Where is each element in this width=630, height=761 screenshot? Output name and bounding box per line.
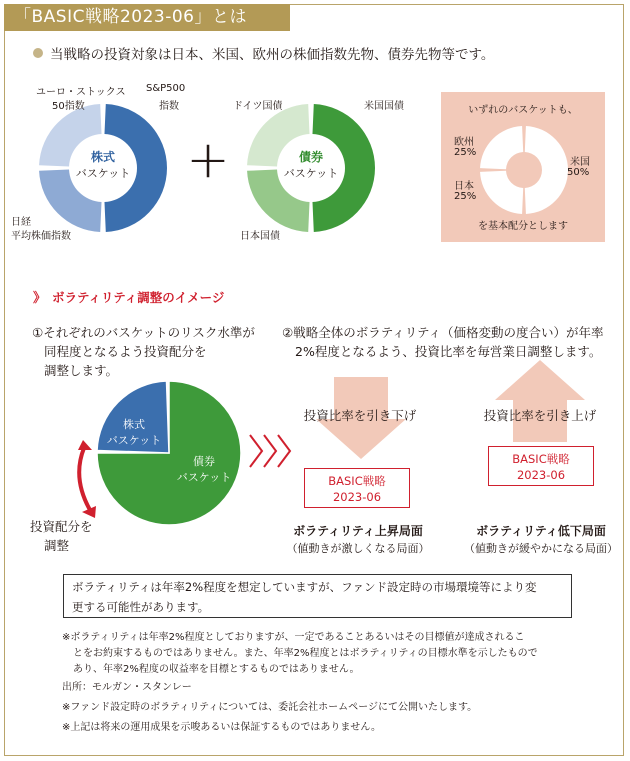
label-nikkei-2: 平均株価指数 [11, 231, 71, 242]
alloc-us-pct: 50% [567, 167, 590, 178]
low-vol-label: ボラティリティ低下局面 [476, 524, 606, 538]
alloc-us-label: 米国 [570, 157, 590, 168]
label-nikkei: 日経 [11, 217, 31, 228]
pie-bond-label-2: バスケット [176, 471, 232, 484]
down-label: 投資比率を引き下げ [303, 408, 417, 423]
chevron-right-icon: 》 [33, 291, 44, 306]
label-sp500: S&P500 [146, 83, 186, 94]
basic-name-high: BASIC戦略 [328, 474, 386, 488]
stock-basket-label-2: バスケット [75, 167, 131, 180]
point2-line2: 2%程度となるよう、投資比率を毎営業日調整します。 [295, 344, 602, 359]
point1-line1: ①それぞれのバスケットのリスク水準が [32, 325, 255, 340]
note-line1: ボラティリティは年率2%程度を想定していますが、ファンド設定時の市場環境等により変 [72, 580, 537, 594]
note-box [63, 574, 572, 618]
label-sp500-2: 指数 [159, 101, 179, 112]
point2-line1: ②戦略全体のボラティリティ（価格変動の度合い）が年率 [282, 325, 604, 340]
high-vol-label: ボラティリティ上昇局面 [293, 524, 423, 538]
alloc-eu-segment [480, 126, 523, 169]
bond-basket-label-1: 債券 [298, 150, 323, 164]
footnote-1-line3: あり、年率2%程度の収益率を目標とするものではありません。 [73, 664, 360, 675]
basic-year-high: 2023-06 [332, 490, 382, 504]
section-heading: ボラティリティ調整のイメージ [52, 290, 225, 305]
pie-bond-label-1: 債券 [193, 455, 215, 468]
plus-sign: + [186, 130, 230, 190]
footnote-1-line1: ※ボラティリティは年率2%程度としておりますが、一定であることあるいはその目標値が達成されるこ [62, 632, 525, 643]
triple-chevron-icon [248, 431, 300, 471]
point1-line3: 調整します。 [44, 363, 119, 378]
adjust-label-1: 投資配分を [30, 519, 93, 534]
allocation-footer: を基本配分とします [478, 221, 568, 232]
alloc-eu-label: 欧州 [454, 137, 474, 148]
intro-text: 当戦略の投資対象は日本、米国、欧州の株価指数先物、債券先物等です。 [50, 47, 495, 63]
bullet-dot-icon [33, 48, 43, 58]
basic-name-low: BASIC戦略 [512, 452, 570, 466]
label-us-bond: 米国国債 [364, 101, 404, 112]
pie-stock-label-1: 株式 [123, 418, 145, 431]
basic-box-low [488, 446, 594, 486]
alloc-jp-pct: 25% [454, 191, 477, 202]
curved-double-arrow-icon [68, 440, 108, 520]
footnote-1 [62, 630, 582, 678]
alloc-jp-label: 日本 [454, 181, 474, 192]
basic-year-low: 2023-06 [516, 468, 566, 482]
high-vol-sub: （値動きが激しくなる局面） [286, 542, 430, 555]
page-title: 「BASIC戦略2023-06」とは [4, 4, 290, 31]
alloc-jp-segment [480, 171, 523, 214]
pie-stock-label-2: バスケット [106, 434, 162, 447]
adjust-label-2: 調整 [44, 538, 70, 553]
label-euro-stoxx: ユーロ・ストックス [36, 87, 126, 98]
allocation-heading: いずれのバスケットも、 [468, 105, 578, 116]
bond-basket-label-2: バスケット [283, 167, 339, 180]
basket-pie [94, 378, 244, 528]
stock-basket-label-1: 株式 [90, 150, 115, 164]
alloc-us-segment [525, 126, 568, 214]
source-note: 出所：モルガン・スタンレー [62, 682, 192, 693]
label-euro-stoxx-2: 50指数 [52, 101, 85, 112]
label-de-bond: ドイツ国債 [233, 101, 283, 112]
label-jp-bond: 日本国債 [240, 231, 280, 242]
allocation-donut [476, 122, 572, 218]
footnote-1-line2: とをお約束するものではありません。また、年率2%程度とはボラティリティの目標水準を示したもので [73, 648, 538, 659]
note-line2: 更する可能性があります。 [72, 600, 210, 614]
up-label: 投資比率を引き上げ [483, 408, 597, 423]
up-arrow-icon [495, 360, 585, 442]
low-vol-sub: （値動きが緩やかになる局面） [464, 542, 618, 555]
footnote-3: ※上記は将来の運用成果を示唆あるいは保証するものではありません。 [62, 722, 381, 733]
alloc-eu-pct: 25% [454, 147, 477, 158]
basic-box-high [304, 468, 410, 508]
point1-line2: 同程度となるよう投資配分を [44, 344, 207, 359]
footnote-2: ※ファンド設定時のボラティリティについては、委託会社ホームページにて公開いたします。 [62, 702, 478, 713]
